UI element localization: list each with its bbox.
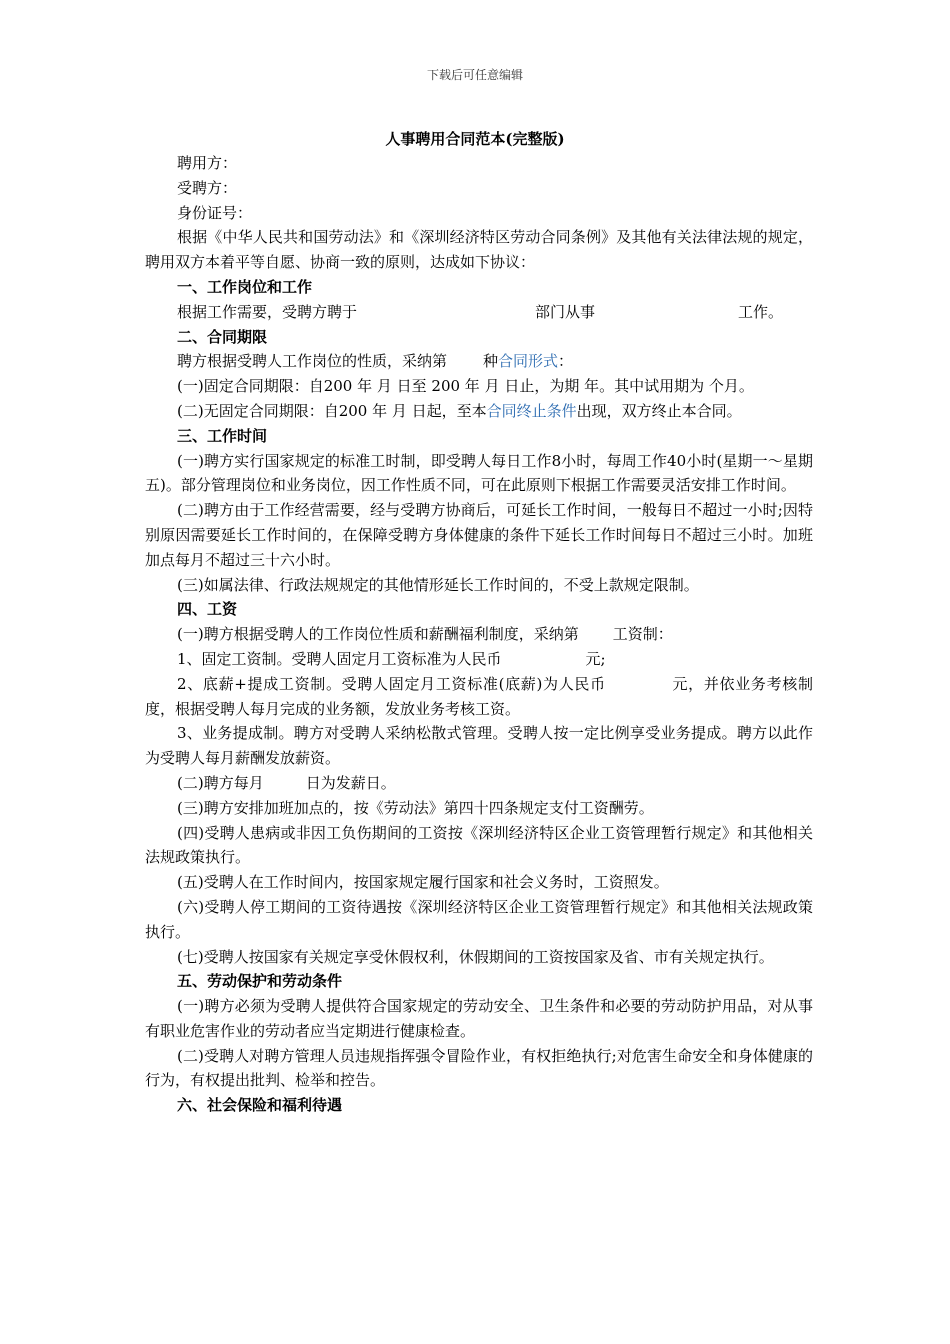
section-4-paragraph-3 — [145, 672, 813, 722]
section-3-paragraph-3: (三)如属法律、行政法规规定的其他情形延长工作时间的，不受上款规定限制。 — [177, 575, 699, 594]
section-4-paragraph-5 — [145, 771, 813, 796]
section-2-paragraph-1 — [145, 349, 813, 374]
section-2-heading: 二、合同期限 — [177, 327, 268, 346]
section-3-paragraph-1: (一)聘方实行国家规定的标准工时制，即受聘人每日工作8小时，每周工作40小时(星期一～星期五)。部分管理岗位和业务岗位，因工作性质不同，可在此原则下根据工作需要灵活安排工作时间。 — [145, 451, 813, 495]
s2-text-a: 聘方根据受聘人工作岗位的性质，采纳第 — [177, 352, 448, 371]
section-1-paragraph — [145, 300, 813, 325]
section-4-paragraph-6: (三)聘方安排加班加点的，按《劳动法》第四十四条规定支付工资酬劳。 — [177, 798, 654, 817]
section-4-paragraph-2 — [145, 647, 813, 672]
party-employer-line: 聘用方： — [177, 154, 238, 172]
section-4-paragraph-7: (四)受聘人患病或非因工负伤期间的工资按《深圳经济特区企业工资管理暂行规定》和其他相关法规政策执行。 — [145, 823, 813, 867]
section-5-paragraph-1: (一)聘方必须为受聘人提供符合国家规定的劳动安全、卫生条件和必要的劳动防护用品，对从事有职业危害作业的劳动者应当定期进行健康检查。 — [145, 997, 813, 1040]
section-6-heading: 六、社会保险和福利待遇 — [177, 1096, 343, 1115]
termination-condition-link[interactable]: 合同终止条件 — [486, 401, 577, 420]
intro-paragraph: 根据《中华人民共和国劳动法》和《深圳经济特区劳动合同条例》及其他有关法律法规的规定，聘用双方本着平等自愿、协商一致的原则，达成如下协议： — [145, 228, 813, 272]
s1-text-b: 部门从事 — [535, 302, 596, 321]
section-4-paragraph-8: (五)受聘人在工作时间内，按国家规定履行国家和社会义务时，工资照发。 — [177, 873, 669, 892]
s2-text-b: 种 — [483, 352, 499, 371]
section-4-paragraph-4: 3、业务提成制。聘方对受聘人采纳松散式管理。受聘人按一定比例享受业务提成。聘方以此作为受聘人每月薪酬发放薪资。 — [145, 724, 813, 768]
s4-p5-text-b: 日为发薪日。 — [305, 773, 396, 792]
section-3-paragraph-2: (二)聘方由于工作经营需要，经与受聘方协商后，可延长工作时间，一般每日不超过一小时;因特别原因需要延长工作时间的，在保障受聘方身体健康的条件下延长工作时间每日不超过三小时。加班加点每月不超过三十六小时。 — [145, 501, 813, 569]
party-employee-line: 受聘方： — [177, 178, 238, 197]
contract-form-link[interactable]: 合同形式 — [498, 352, 559, 371]
section-2-paragraph-2: (一)固定合同期限：自200 年 月 日至 200 年 月 日止，为期 年。其中试用期为 个月。 — [177, 377, 754, 396]
s1-text-c: 工作。 — [738, 302, 784, 321]
document-title: 人事聘用合同范本(完整版) — [385, 130, 565, 148]
section-5-heading: 五、劳动保护和劳动条件 — [177, 972, 343, 991]
section-3-heading: 三、工作时间 — [177, 426, 268, 445]
id-number-line: 身份证号： — [177, 203, 253, 222]
s4-p5-text-a: (二)聘方每月 — [177, 773, 264, 792]
s2-p3-text-a: (二)无固定合同期限：自200 年 月 日起，至本 — [177, 401, 487, 420]
section-4-paragraph-10: (七)受聘人按国家有关规定享受休假权利，休假期间的工资按国家及省、市有关规定执行。 — [177, 947, 774, 966]
section-4-paragraph-9: (六)受聘人停工期间的工资待遇按《深圳经济特区企业工资管理暂行规定》和其他相关法规政策执行。 — [145, 897, 813, 941]
s2-text-c: ： — [558, 352, 574, 371]
header-note: 下载后可任意编辑 — [426, 68, 523, 82]
s4-p1-text-a: (一)聘方根据受聘人的工作岗位性质和薪酬福利制度，采纳第 — [177, 625, 579, 644]
s4-p2-text-a: 1、固定工资制。受聘人固定月工资标准为人民币 — [177, 649, 502, 668]
s2-p3-text-b: 出现，双方终止本合同。 — [576, 401, 742, 420]
section-1-heading: 一、工作岗位和工作 — [177, 277, 313, 296]
contract-body — [145, 151, 813, 1118]
section-2-paragraph-3 — [145, 399, 813, 424]
s4-p1-text-b: 工资制： — [612, 625, 673, 644]
s1-text-a: 根据工作需要，受聘方聘于 — [177, 302, 358, 321]
s4-p3-text-a: 2、底薪+提成工资制。受聘人固定月工资标准(底薪)为人民币 — [177, 674, 606, 693]
s4-p3-text-b: 元，并依业务考核制度，根据受聘人每月完成的业务额，发放业务考核工资。 — [145, 674, 813, 718]
section-4-heading: 四、工资 — [177, 600, 238, 619]
s4-p2-text-b: 元; — [585, 649, 606, 668]
section-5-paragraph-2: (二)受聘人对聘方管理人员违规指挥强令冒险作业，有权拒绝执行;对危害生命安全和身体健康的行为，有权提出批判、检举和控告。 — [145, 1046, 813, 1090]
section-4-paragraph-1 — [145, 622, 813, 647]
